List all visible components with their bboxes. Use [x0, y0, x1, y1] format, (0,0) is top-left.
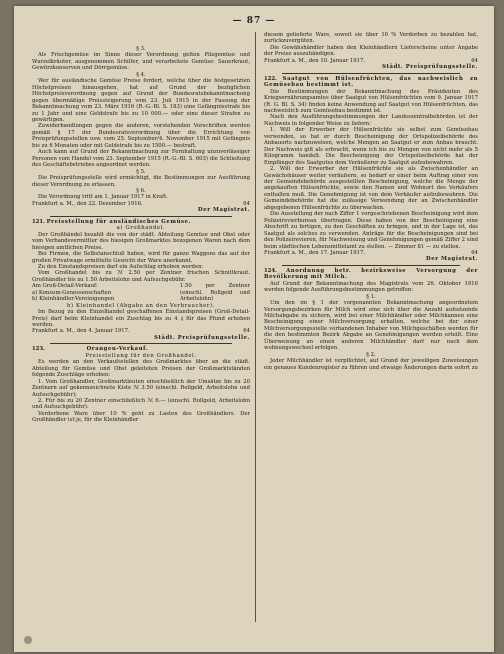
- section-mark: § 2.: [366, 351, 376, 358]
- paragraph: Verdorbene Ware über 10 % geht zu Lasten des Großhändlers. Der Großhändler ist je, für die Kleinhändler: [32, 410, 250, 424]
- date-place: Frankfurt a. M., den 17. Januar 1917.: [264, 249, 366, 256]
- paragraph: diesem gelieferte Ware, soweit sie über 10 % Verdorben zu bezahlen hat, zurückzuvergüten.: [264, 32, 478, 45]
- price-table-labels: [32, 283, 176, 302]
- paragraph: 2. Für bis zu 20 Zentner einschließlich ℳ 6.— (einschl. Rollgeld, Arbeitslohn und Aufsuchgebühr).: [32, 398, 250, 411]
- price-table: [32, 283, 250, 302]
- section-mark: § 6.: [136, 187, 146, 194]
- price-value: 1.50 per Zentner (einschl. Rollgeld und Arbeitslohn): [180, 283, 250, 303]
- notice-title: Anordnung betr. bezirksweise Versorgung der Bevölkerung mit Milch.: [264, 267, 478, 281]
- separator: [50, 343, 232, 344]
- signature: Städt. Preisprüfungsstelle.: [154, 334, 250, 341]
- paragraph: Vom Großhandel bis zu ℳ 2.50 per Zentner frischen Schnittkraut. Großhändler bis zu 1.50 Arbeitslohn und Aufsuchgebühr.: [32, 270, 250, 283]
- subheading: Preisstellung für den Großhandel.: [85, 352, 197, 359]
- paragraph: Die Preisprüfungsstelle wird ermächtigt, die Bestimmungen zur Ausführung dieser Verordnung zu erlassen.: [32, 175, 250, 188]
- notice-number: 124.: [264, 267, 277, 274]
- price-row-a: a) Konsum-Genossenschaften: [32, 289, 112, 296]
- ref-number: 64: [471, 57, 478, 64]
- date-place: Frankfurt a. M., den 22. Dezember 1916.: [32, 200, 143, 207]
- paragraph: Die Bestimmungen der Bekanntmachung des Präsidenten des Kriegsernährungsamtes über Saatgut von Hülsenfrüchten vom 9. Januar 1917 (R. G. Bl. S. 34) finden keine Anwendung auf Saatgut von Hülsenfrüchten, das nachweislich zum Gemüsebau bestimmt ist.: [264, 88, 478, 114]
- price-row-b: b) Kleinhändler-Vereinigungen: [32, 296, 115, 303]
- ref-number: 64: [243, 200, 250, 207]
- paragraph: Um den im § 1 der vorgenannten Bekanntmachung angeordnetem Versorgungsbezirken für Milch wird eine sich über die Anzahl aufsetzende Milchabgabe zu sichern, wird bei einer Milchhändler oder Milchkannen eine Bescheinigung einer Milchversorgung erhalten, welche bei der einer Milchversorgungsstelle vorhandenen Inhaber von Milchgeschäften werden für die den bestimmten Bezirk Abgabe an Genehmigungen werden erteilt. Eine Überweisung an einen anderen Milchhändler darf nur nach dem wohnungswechsel erfolgen.: [264, 300, 478, 352]
- paragraph: Als Frischgemüse im Sinne dieser Verordnung gelten Pilzgemüse und Wurzelkräuter, ausgenommen Schilfer, und verarbeitete Gemüse: Sauerkraut, Gewürzkonserven und Dörrgemüse.: [32, 52, 250, 72]
- paragraph: Die Gewähshändler haben den Kleinhändlern Lieferscheine unter Angabe der Preise auszuhändigen.: [264, 44, 478, 58]
- date-place: Frankfurt a. M., den 4. Januar 1917.: [32, 328, 130, 335]
- signature: Der Magistrat.: [198, 207, 250, 214]
- column-divider: [255, 32, 256, 622]
- document-page: [14, 6, 494, 652]
- notice-number: 123.: [32, 346, 45, 353]
- signature: Der Magistrat.: [426, 256, 478, 263]
- price-table-value: [180, 283, 250, 302]
- page-number: — 87 —: [232, 16, 276, 26]
- paragraph: Im Bezug zu den Einzelhandel geschaffenen Einstandspreisen (Groß-Detail-Preis) darf beim Kleinhandel ein Zuschlag bis zu 4 ₰ für das Pfund erhoben werden.: [32, 309, 250, 329]
- notice-heading: [264, 268, 478, 281]
- subheading: a) Großhandel.: [116, 225, 166, 232]
- paragraph: Auch kann auf Grund der Bekanntmachung zur Fernhaltung unzuverlässiger Personen vom Handel vom 23. September 1915 (R.-G.-Bl. S. 603) die Schließung des Geschäftsbetriebes angeordnet werden.: [32, 149, 250, 169]
- section-mark: § 5.: [136, 168, 146, 175]
- ref-number: 64: [471, 249, 478, 256]
- paragraph: Jeder Milchhändler ist verpflichtet, auf Grund der jeweiligen Zuweisungen ein genaues Kundenregister zu führen und etwaige Änderungen darin sofort zu: [264, 358, 478, 371]
- notice-number: 121.: [32, 218, 45, 225]
- left-column: [32, 46, 250, 626]
- paragraph: Die Ausstellung der nach Ziffer 1 vorgeschriebenen Bescheinigung wird dem Polizeirevierbureau übertragen. Diese haben von der Bescheinigung eine Abschrift zu fertigen, zu den Geschäften zu bringen, und in der Lage ist, das Saatgut als solches zu verwenden. Anträge für die Bescheinigungen sind bei den Polizeirevieren, für Nachweisung und Genehmigungen gemäß Ziffer 2 sind beim städtischen Lebensmittelamt zu stellen. — Zimmer 81 — zu stellen.: [264, 211, 478, 250]
- paragraph: 1. Vom Großhandler, Großmarktleuten einschließlich der Umsätze bis zu 20 Zentnern auf gekennzeichnete Kiste ℳ 3.50 (einschl. Rollgeld, Arbeitslohn und Aufsuchgebühr);: [32, 378, 250, 398]
- paragraph: Zu den Einstandspreisen darf ein Aufschlag erhoben werden:: [38, 263, 204, 270]
- notice-title: Preisstellung für ausländisches Gemüse.: [46, 218, 192, 225]
- date-place: Frankfurt a. M., den 10. Januar 1917.: [264, 57, 366, 64]
- subheading: b) Kleinhandel (Abgabe an den Verbraucher).: [67, 302, 215, 309]
- signature: Städt. Preisprüfungsstelle.: [382, 64, 478, 71]
- paragraph: 1. Will der Erwerber der Hülsenfrüchte sie selbst zum Gemüsebau verwenden, so hat er durch Bescheinigung der Ortspolizeibehörde des Anbauorts nachzuweisen, welche Mengen an Saatgut er zum Anbau braucht. Der Nachweis gilt als erbracht, wenn ich bis zu Mengen von nicht mehr als 5 Kilogramm handelt. Die Bescheinigung der Ortspolizeibehörde hat der Empfänger des Saatgutes dem Veräußerer zu Saatgut aufzubewahren.: [264, 127, 478, 166]
- paragraph: Nach den Ausführungsbestimmungen der Landeszentralbehörden ist der Nachweis in folgender Weise zu liefern:: [264, 114, 478, 127]
- price-row-label: Am Groß-Detail-Verkauf:: [32, 283, 98, 290]
- notice-title: Orangen-Verkauf.: [86, 346, 149, 353]
- paragraph: 2. Will der Erwerber der Hülsenfrüchte sie als Zwischenhändler an Gewächshäuser weiter veräußern, so bedarf er einer beim Auftrag einer von der Gemeindebehörde ausgestellten Bescheinigung, welche die Menge der angekauften Hülsenfrüchte, sowie den Namen und Wohnort des Verkäufers enthalten muß. Die Genehmigung ist von dem Verkäufer aufzubewahren. Die Gemeindebehörde hat die zulässige Verwendung der an Zwischenhändler abgegebenen Hülsenfrüchte zu überwachen.: [264, 166, 478, 211]
- section-mark: § 1.: [366, 293, 376, 300]
- paragraph: Auf Grund der Bekanntmachung des Magistrats vom 26. Oktober 1916 werden folgende Ausführungsbestimmungen getroffen:: [264, 280, 478, 294]
- separator: [282, 73, 460, 74]
- paragraph: Bei Firmen, die Selbstanschluß haben, wird für ganze Waggons das auf der großen Privatwage ermittelte Gewicht der Ware anerkannt.: [32, 251, 250, 264]
- notice-number: 122.: [264, 75, 277, 82]
- binding-hole: [24, 636, 32, 644]
- section-mark: § 3.: [136, 46, 146, 52]
- separator: [282, 265, 460, 266]
- right-column: [264, 32, 478, 626]
- paragraph: Der Großhändel bezahlt die von der städt. Abteilung Gemüse und Obst oder vom Verbandsvermittler des hiesigen Großmarktes bezogenen Waren nach dem hiesigen amtlichen Preise.: [32, 231, 250, 251]
- paragraph: Die Verordnung tritt am 1. Januar 1917 in Kraft.: [38, 194, 168, 201]
- separator: [50, 216, 232, 217]
- section-mark: § 4.: [136, 71, 146, 78]
- notice-heading: [264, 76, 478, 89]
- paragraph: Zuwiderhandlungen gegen die anderen, vorstehenden Vorschriften werden gemäß § 17 der Bundesratsverordnung über die Errichtung von Preisprüfungsstellen usw. vom 25. September/4. November 1915 mit Gefängnis bis zu 6 Monaten oder mit Geldstrafe bis zu 1500.— bestraft.: [32, 123, 250, 149]
- paragraph: Es werden an den Verkaufsstellen des Großmarktes über an die städt. Abteilung für Gemüse und Obst geleiteten Preisen der Großmarktständen folgende Zuschläge erhoben:: [32, 359, 250, 379]
- notice-title: Saatgut von Hülsenfrüchten, das nachweislich zu Gemüsebau bestimmt ist.: [264, 75, 478, 89]
- paragraph: Wer für ausländische Gemüse Preise fordert, welche über die festgesetzten Höchstpreisen hinausgehen, hat auf Grund der bezüglichen Höchstpreisverordnung gegen auf Grund der Bundesratsbekanntmachung gegen übermäßige Preissteigerung vom 23. Juli 1915 in der Fassung der Bekanntmachung vom 23. März 1916 (R.-G.-Bl. S. 183) eine Gefängnisstrafe bis zu 1 Jahr und eine Geldstrafe bis zu 10 000.— oder eine dieser Strafen zu gewärtigen.: [32, 78, 250, 123]
- ref-number: 64: [243, 328, 250, 335]
